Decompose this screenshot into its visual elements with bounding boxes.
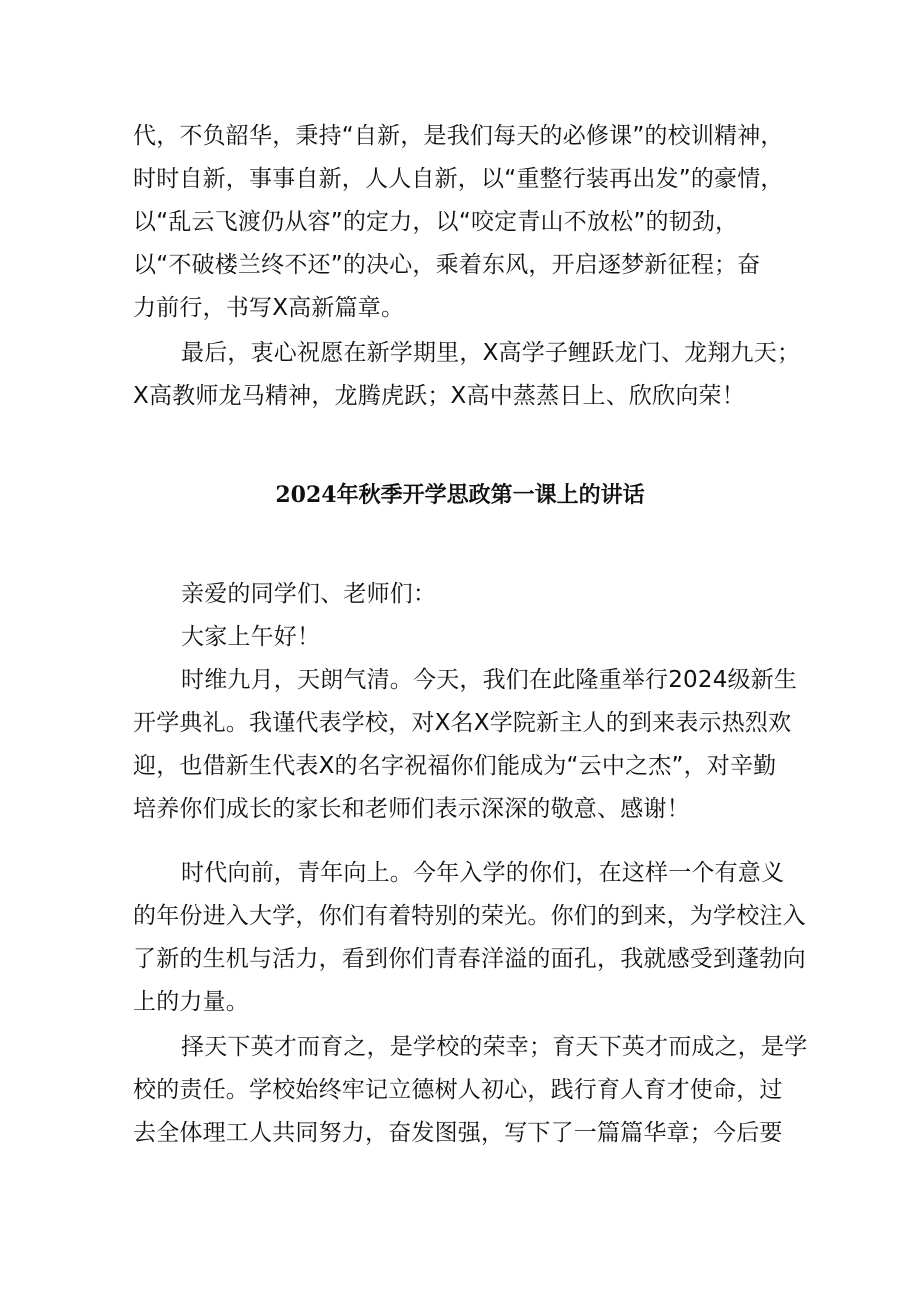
text-line: 择天下英才而育之，是学校的荣幸；育天下英才而成之，是学 [181,1034,808,1060]
salutation: 亲爱的同学们、老师们： [181,581,437,607]
greeting: 大家上午好！ [181,624,321,650]
text-line: 去全体理工人共同努力，奋发图强，写下了一篇篇华章；今后要 [133,1120,783,1146]
text-line: 最后，衷心祝愿在新学期里，X高学子鲤跃龙门、龙翔九天； [181,340,801,366]
text-line: 了新的生机与活力，看到你们青春洋溢的面孔，我就感受到蓬勃向 [133,946,806,972]
text-line: 时代向前，青年向上。今年入学的你们，在这样一个有意义 [181,860,785,886]
text-line: 开学典礼。我谨代表学校，对X名X学院新主人的到来表示热烈欢 [133,710,792,736]
text-line: 的年份进入大学，你们有着特别的荣光。你们的到来，为学校注入 [133,903,806,929]
text-line: 代，不负韶华，秉持“自新，是我们每天的必修课”的校训精神， [133,123,784,149]
text-line: 力前行，书写X高新篇章。 [133,295,405,321]
text-line: 迎，也借新生代表X的名字祝福你们能成为“云中之杰”，对辛勤 [133,753,777,779]
text-line: 培养你们成长的家长和老师们表示深深的敬意、感谢！ [133,796,690,822]
text-line: 上的力量。 [133,989,249,1015]
text-line: 校的责任。学校始终牢记立德树人初心，践行育人育才使命，过 [133,1077,783,1103]
text-line: 时维九月，天朗气清。今天，我们在此隆重举行2024级新生 [181,667,798,693]
text-line: 以“乱云飞渡仍从容”的定力，以“咬定青山不放松”的韧劲， [133,209,739,235]
text-line: 时时自新，事事自新，人人自新，以“重整行装再出发”的豪情， [133,166,784,192]
text-line: X高教师龙马精神，龙腾虎跃；X高中蒸蒸日上、欣欣向荣！ [133,383,745,409]
page-title: 2024年秋季开学思政第一课上的讲话 [275,482,645,508]
text-line: 以“不破楼兰终不还”的决心，乘着东风，开启逐梦新征程；奋 [133,252,761,278]
